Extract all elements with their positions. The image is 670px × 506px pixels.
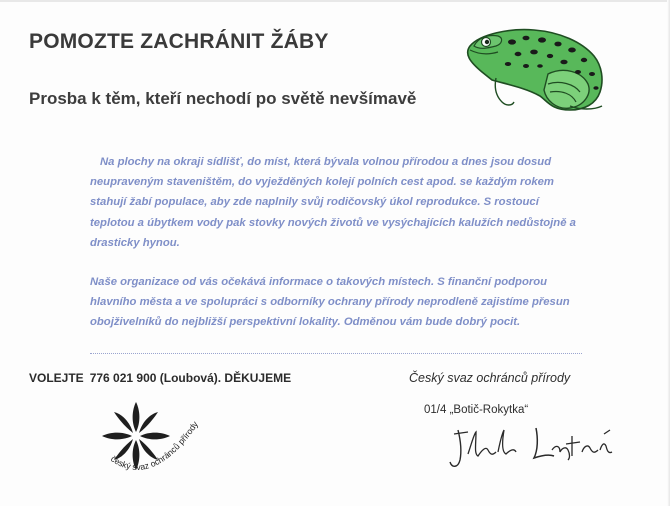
phone-number: 776 021 900 (Loubová). DĚKUJEME bbox=[89, 371, 292, 385]
frog-icon bbox=[452, 22, 612, 114]
appeal-text bbox=[90, 152, 585, 333]
call-label: VOLEJTE bbox=[29, 371, 84, 385]
paragraph-2: Naše organizace od vás očekává informace o takových místech. S finanční podporou hlavního města a ve spolupráci s odborníky ochrany přírody neprodleně zajistíme přesun obojživelníků do nejbližší perspektivní lokality. Odměnou vám bude dobrý pocit. bbox=[90, 276, 570, 329]
organization-name: Český svaz ochránců přírody bbox=[409, 371, 571, 385]
logo-text: český svaz ochránců přírody bbox=[108, 419, 200, 473]
handwritten-signature bbox=[444, 420, 624, 472]
branch-name: 01/4 „Botič-Rokytka“ bbox=[424, 404, 529, 416]
scan-edge-top bbox=[0, 0, 670, 2]
contact-line bbox=[29, 371, 291, 385]
organization-logo bbox=[98, 398, 222, 490]
paragraph-1: Na plochy na okraji sídlišť, do míst, která bývala volnou přírodou a dnes jsou dosud neupraveným staveništěm, do vyježděných kolejí polních cest apod. se každým rokem stahují žabí populace, aby zde naplnily svůj rodičovský úkol reprodukce. S rostoucí teplotou a úbytkem vody pak stovky nových životů ve vysýchajících kalužích nedůstojně a drasticky hynou. bbox=[90, 156, 576, 249]
svg-text:český svaz ochránců přírody bbox=[109, 419, 200, 472]
dotted-divider bbox=[90, 353, 582, 354]
page-title: POMOZTE ZACHRÁNIT ŽÁBY bbox=[29, 30, 329, 53]
page-subtitle: Prosba k těm, kteří nechodí po světě nevšímavě bbox=[29, 89, 417, 108]
